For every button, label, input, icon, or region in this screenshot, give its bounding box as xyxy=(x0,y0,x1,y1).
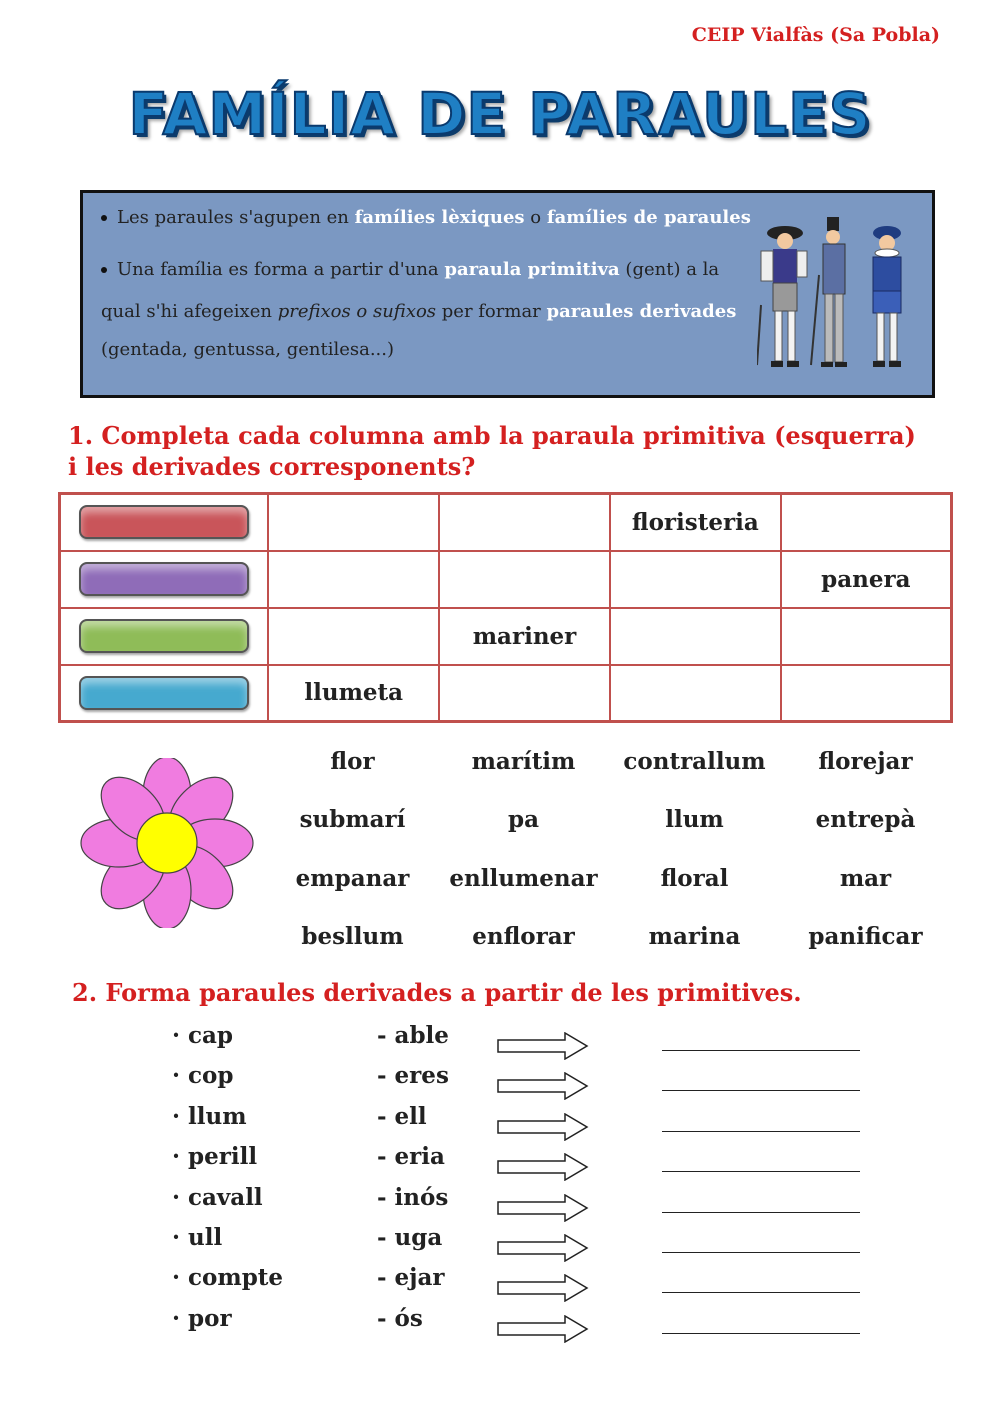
word-bank-word[interactable]: besllum xyxy=(301,923,404,951)
primitive-word-slot[interactable] xyxy=(60,608,269,665)
word-bank-word[interactable]: mar xyxy=(839,864,892,892)
word-bank-word[interactable]: submarí xyxy=(299,806,406,834)
info-line-4: (gentada, gentussa, gentilesa...) xyxy=(101,339,395,360)
derivation-row xyxy=(172,1264,872,1304)
italic-prefixos-sufixos: prefixos o sufixos xyxy=(277,301,437,322)
highlight-families-paraules: famílies de paraules xyxy=(546,207,751,228)
word-bank-word[interactable]: enflorar xyxy=(472,923,575,951)
arrow-right-icon xyxy=(497,1274,589,1302)
arrow-right-icon xyxy=(497,1113,589,1141)
table-cell xyxy=(781,665,952,722)
red-answer-pill[interactable] xyxy=(79,505,249,539)
word-bank xyxy=(267,732,952,966)
question-1-line-2: i les derivades corresponents? xyxy=(68,452,476,481)
word-bank-word[interactable]: marítim xyxy=(471,747,576,775)
suffix: - ós xyxy=(377,1304,423,1332)
word-bank-word[interactable]: empanar xyxy=(295,864,410,892)
info-text: Les paraules s'agupen en xyxy=(117,207,355,228)
table-cell xyxy=(439,551,610,608)
answer-line[interactable] xyxy=(662,1212,860,1213)
answer-line[interactable] xyxy=(662,1252,860,1253)
derivation-list xyxy=(172,1022,872,1345)
bullet-icon xyxy=(101,215,107,221)
root-word: · cop xyxy=(172,1062,234,1090)
word-bank-row xyxy=(267,908,952,967)
word-bank-word[interactable]: flor xyxy=(330,747,375,775)
suffix: - eria xyxy=(377,1143,445,1171)
root-word: · por xyxy=(172,1304,232,1332)
question-2: 2. Forma paraules derivades a partir de les primitives. xyxy=(72,978,802,1007)
table-cell xyxy=(439,494,610,551)
word-bank-row xyxy=(267,732,952,791)
word-bank-word[interactable]: enllumenar xyxy=(449,864,598,892)
root-word: · cavall xyxy=(172,1183,263,1211)
answer-line[interactable] xyxy=(662,1292,860,1293)
table-cell xyxy=(268,551,439,608)
info-line-2 xyxy=(101,259,719,280)
root-word: · ull xyxy=(172,1223,223,1251)
info-line-1 xyxy=(101,207,751,228)
info-line-3 xyxy=(101,301,736,322)
highlight-paraules-derivades: paraules derivades xyxy=(546,301,737,322)
highlight-families-lexiques: famílies lèxiques xyxy=(354,207,525,228)
primitive-word-slot[interactable] xyxy=(60,494,269,551)
answer-line[interactable] xyxy=(662,1090,860,1091)
suffix: - ejar xyxy=(377,1264,445,1292)
suffix: - inós xyxy=(377,1183,449,1211)
answer-line[interactable] xyxy=(662,1333,860,1334)
suffix: - ell xyxy=(377,1102,427,1130)
arrow-right-icon xyxy=(497,1315,589,1343)
derivation-row xyxy=(172,1143,872,1183)
root-word: · perill xyxy=(172,1143,258,1171)
word-bank-word[interactable]: llum xyxy=(665,806,724,834)
derivation-row xyxy=(172,1224,872,1264)
suffix: - uga xyxy=(377,1223,443,1251)
derivation-row xyxy=(172,1062,872,1102)
word-bank-word[interactable]: entrepà xyxy=(815,806,916,834)
arrow-right-icon xyxy=(497,1072,589,1100)
info-box xyxy=(80,190,935,398)
table-cell xyxy=(781,608,952,665)
table-row xyxy=(60,608,952,665)
word-bank-word[interactable]: marina xyxy=(648,923,741,951)
table-row xyxy=(60,494,952,551)
table-cell: llumeta xyxy=(268,665,439,722)
info-text: (gent) a la xyxy=(619,259,720,280)
arrow-right-icon xyxy=(497,1153,589,1181)
green-answer-pill[interactable] xyxy=(79,619,249,653)
historical-figures-illustration xyxy=(757,215,922,385)
arrow-right-icon xyxy=(497,1194,589,1222)
root-word: · compte xyxy=(172,1264,284,1292)
page-title: FAMÍLIA DE PARAULES xyxy=(128,80,872,148)
answer-line[interactable] xyxy=(662,1131,860,1132)
school-name: CEIP Vialfàs (Sa Pobla) xyxy=(691,24,940,46)
question-1 xyxy=(68,420,948,482)
word-bank-word[interactable]: contrallum xyxy=(623,747,766,775)
word-bank-word[interactable]: floral xyxy=(660,864,729,892)
table-cell xyxy=(781,494,952,551)
derivation-row xyxy=(172,1305,872,1345)
info-text: per formar xyxy=(436,301,547,322)
answer-line[interactable] xyxy=(662,1050,860,1051)
arrow-right-icon xyxy=(497,1032,589,1060)
word-bank-row xyxy=(267,849,952,908)
table-cell xyxy=(610,665,781,722)
table-cell xyxy=(439,665,610,722)
word-bank-word[interactable]: pa xyxy=(508,806,539,834)
derivation-row xyxy=(172,1022,872,1062)
word-family-table xyxy=(58,492,953,723)
table-row xyxy=(60,665,952,722)
purple-answer-pill[interactable] xyxy=(79,562,249,596)
info-text: Una família es forma a partir d'una xyxy=(117,259,445,280)
arrow-right-icon xyxy=(497,1234,589,1262)
table-cell xyxy=(610,608,781,665)
flower-center xyxy=(137,813,197,873)
word-bank-row xyxy=(267,791,952,850)
highlight-paraula-primitiva: paraula primitiva xyxy=(444,259,620,280)
table-cell: panera xyxy=(781,551,952,608)
table-cell: floristeria xyxy=(610,494,781,551)
table-cell: mariner xyxy=(439,608,610,665)
table-cell xyxy=(268,494,439,551)
word-bank-word[interactable]: florejar xyxy=(818,747,913,775)
primitive-word-slot[interactable] xyxy=(60,665,269,722)
suffix: - able xyxy=(377,1022,449,1049)
answer-line[interactable] xyxy=(662,1171,860,1172)
bullet-icon xyxy=(101,267,107,273)
derivation-row xyxy=(172,1103,872,1143)
info-text: o xyxy=(524,207,547,228)
info-text: qual s'hi afegeixen xyxy=(101,301,278,322)
derivation-row xyxy=(172,1184,872,1224)
table-row xyxy=(60,551,952,608)
table-cell xyxy=(268,608,439,665)
primitive-word-slot[interactable] xyxy=(60,551,269,608)
word-bank-word[interactable]: panificar xyxy=(808,923,923,951)
flower-icon xyxy=(75,758,255,928)
root-word: · llum xyxy=(172,1102,247,1130)
suffix: - eres xyxy=(377,1062,449,1090)
blue-answer-pill[interactable] xyxy=(79,676,249,710)
question-1-line-1: 1. Completa cada columna amb la paraula primitiva (esquerra) xyxy=(68,421,916,450)
table-cell xyxy=(610,551,781,608)
root-word: · cap xyxy=(172,1022,234,1049)
